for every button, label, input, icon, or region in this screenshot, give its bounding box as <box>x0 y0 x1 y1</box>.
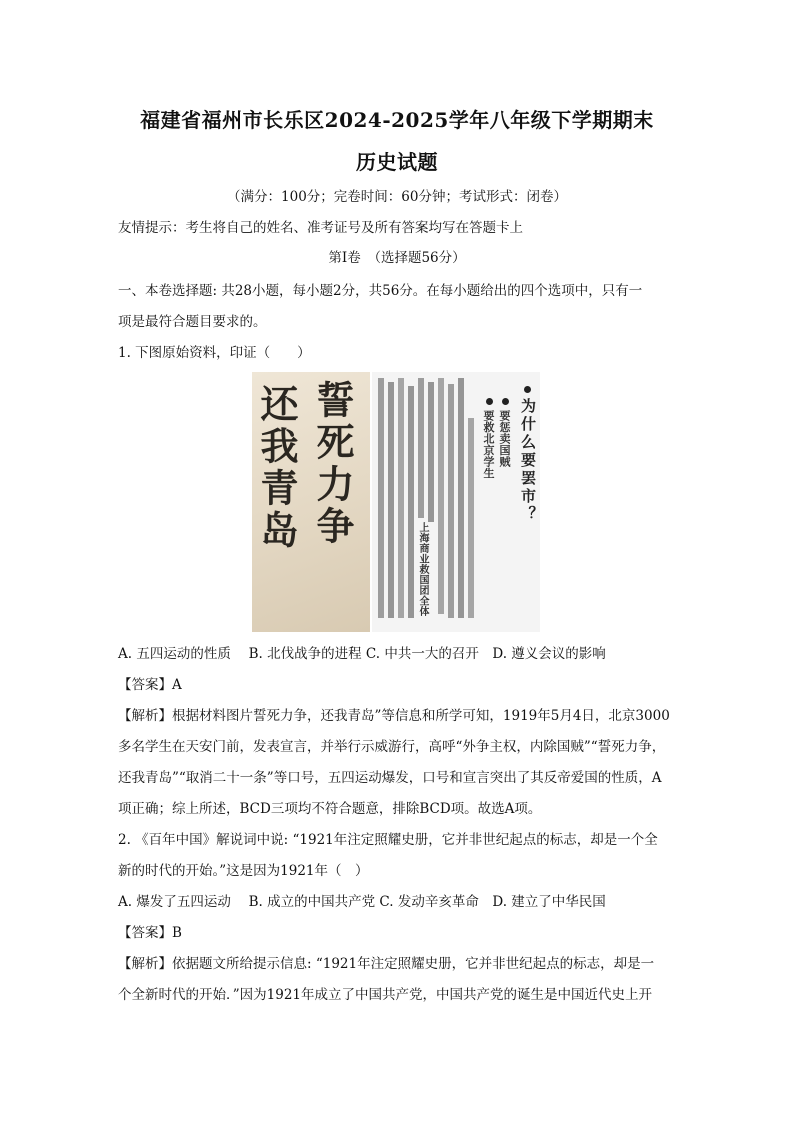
exam-subject-title: 历史试题 <box>356 150 438 174</box>
q2-stem-line-2: 新的时代的开始。”这是因为1921年（ ） <box>118 863 369 879</box>
newspaper-body-text <box>376 378 476 628</box>
q2-options: A. 爆发了五四运动 B. 成立的中国共产党 C. 发动辛亥革命 D. 建立了中华民国 <box>118 894 606 910</box>
q1-analysis-line-3: 还我青岛”“取消二十一条”等口号，五四运动爆发，口号和宣言突出了其反帝爱国的性质，A <box>118 770 662 786</box>
q1-analysis-line-4: 项正确；综上所述，BCD三项均不符合题意，排除BCD项。故选A项。 <box>118 801 542 817</box>
instructions-line-1: 一、本卷选择题: 共28小题，每小题2分，共56分。在每小题给出的四个选项中，只有一 <box>118 283 643 299</box>
newspaper-headline: 为什么要罢市？ <box>519 398 537 524</box>
bullet-icon <box>486 398 493 405</box>
newspaper-signature: 上海商业救国团全体 <box>417 522 428 617</box>
exam-info: （满分：100分；完卷时间：60分钟；考试形式：闭卷） <box>227 189 567 205</box>
newspaper-subhead-1: 要惩卖国贼 <box>498 410 511 468</box>
calligraphy-banner <box>252 372 370 632</box>
q2-analysis-line-1: 【解析】依据题文所给提示信息: “1921年注定照耀史册，它并非世纪起点的标志，却是一 <box>118 956 655 972</box>
q1-historical-image <box>252 372 540 632</box>
exam-tip: 友情提示：考生将自己的姓名、准考证号及所有答案均写在答题卡上 <box>118 220 523 236</box>
q1-analysis-line-2: 多名学生在天安门前，发表宣言，并举行示威游行，高呼“外争主权，内除国贼”“誓死力争， <box>118 739 666 755</box>
q2-analysis-line-2: 个全新时代的开始．”因为1921年成立了中国共产党，中国共产党的诞生是中国近代史上开 <box>118 987 653 1003</box>
q2-answer: 【答案】B <box>118 925 182 941</box>
section-title: 第Ⅰ卷 （选择题56分） <box>328 250 466 266</box>
bullet-icon <box>502 398 509 405</box>
q1-stem: 1. 下图原始资料，印证（ ） <box>118 345 311 361</box>
q2-stem-line-1: 2. 《百年中国》解说词中说: “1921年注定照耀史册，它并非世纪起点的标志，却是一个全 <box>118 832 658 848</box>
q1-analysis-line-1: 【解析】根据材料图片誓死力争，还我青岛”等信息和所学可知，1919年5月4日，北京3000 <box>118 708 670 724</box>
calligraphy-right-column: 誓死力争 <box>310 380 355 548</box>
instructions-line-2: 项是最符合题目要求的。 <box>118 314 267 330</box>
calligraphy-left-column: 还我青岛 <box>254 384 299 552</box>
bullet-icon <box>524 386 531 393</box>
q1-options: A. 五四运动的性质 B. 北伐战争的进程 C. 中共一大的召开 D. 遵义会议的影响 <box>118 646 606 662</box>
newspaper-clipping <box>372 372 540 632</box>
newspaper-subhead-2: 要救北京学生 <box>482 410 495 479</box>
q1-answer: 【答案】A <box>118 677 182 693</box>
exam-title: 福建省福州市长乐区2024-2025学年八年级下学期期末 <box>140 108 654 132</box>
